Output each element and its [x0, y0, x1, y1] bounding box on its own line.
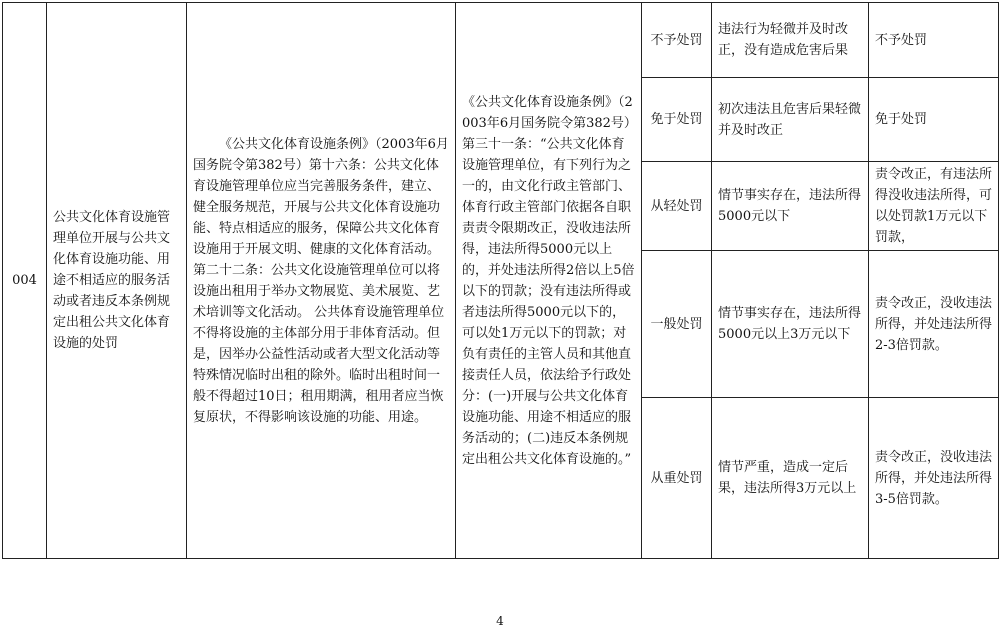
grade-circumstance: 情节严重，造成一定后果，违法所得3万元以上 [712, 398, 869, 559]
grade-standard: 不予处罚 [869, 3, 999, 78]
grade-standard: 责令改正，没收违法所得，并处违法所得2-3倍罚款。 [869, 251, 999, 398]
grade-level: 一般处罚 [642, 251, 712, 398]
grade-level: 不予处罚 [642, 3, 712, 78]
grade-standard: 责令改正，没收违法所得，并处违法所得3-5倍罚款。 [869, 398, 999, 559]
page-number: 4 [496, 614, 504, 628]
grade-circumstance: 违法行为轻微并及时改正，没有造成危害后果 [712, 3, 869, 78]
grade-level: 免于处罚 [642, 78, 712, 162]
grade-level: 从重处罚 [642, 398, 712, 559]
penalty-provision: 《公共文化体育设施条例》（2003年6月国务院令第382号）第三十一条：“公共文化体育设施管理单位，有下列行为之一的，由文化行政主管部门、体育行政主管部门依据各自职责责令限期改正，没收违法所得，违法所得5000元以上的，并处违法所得2倍以上5倍以下的罚款；没有违法所得或者违法所得5000元以下的，可以处1万元以下的罚款；对负有责任的主管人员和其他直接责任人员，依法给予行政处分：(一)开展与公共文化体育设施功能、用途不相适应的服务活动的；(二)违反本条例规定出租公共文化体育设施的。” [456, 3, 642, 559]
grade-standard: 责令改正，有违法所得没收违法所得，可以处罚款1万元以下罚款， [869, 162, 999, 251]
grade-circumstance: 初次违法且危害后果轻微并及时改正 [712, 78, 869, 162]
grade-standard: 免于处罚 [869, 78, 999, 162]
grade-circumstance: 情节事实存在，违法所得5000元以上3万元以下 [712, 251, 869, 398]
penalty-standard-table [2, 2, 999, 559]
legal-basis: 《公共文化体育设施条例》（2003年6月国务院令第382号）第十六条：公共文化体育设施管理单位应当完善服务条件，建立、健全服务规范，开展与公共文化体育设施功能、特点相适应的服务，保障公共文化体育设施用于开展文明、健康的文化体育活动。 第二十二条：公共文化设施管理单位可以将设施出租用于举办文物展览、美术展览、艺术培训等文化活动。 公共体育设施管理单位不得将设施的主体部分用于非体育活动。但是，因举办公益性活动或者大型文化活动等特殊情况临时出租的除外。临时出租时间一般不得超过10日；租用期满，租用者应当恢复原状，不得影响该设施的功能、用途。 [187, 3, 456, 559]
violation-item: 公共文化体育设施管理单位开展与公共文化体育设施功能、用途不相适应的服务活动或者违反本条例规定出租公共文化体育设施的处罚 [47, 3, 187, 559]
grade-circumstance: 情节事实存在，违法所得5000元以下 [712, 162, 869, 251]
item-number: 004 [3, 3, 47, 559]
grade-level: 从轻处罚 [642, 162, 712, 251]
table-row [3, 3, 999, 78]
